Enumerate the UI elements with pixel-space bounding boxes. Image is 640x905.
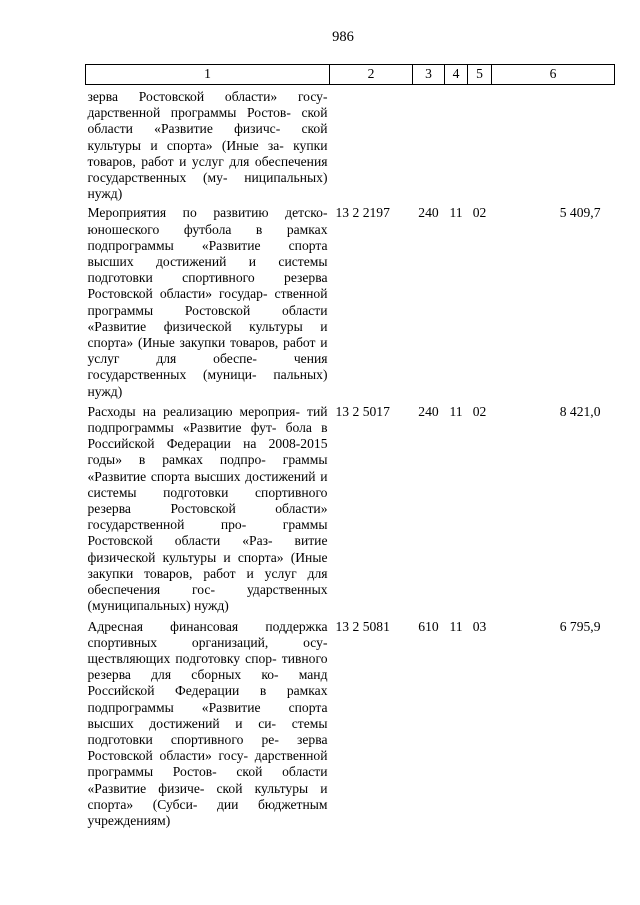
description-line: подпрограммы «Развитие спорта [87,237,328,253]
amount-value: 8 421,0 [559,403,601,419]
column-header: 3 [413,65,445,85]
description-line: высших достижений и системы [87,254,328,270]
row-description [86,202,330,400]
column-header: 5 [468,65,492,85]
target-article-code: 13 2 2197 [335,205,390,221]
description-line: подготовки спортивного резерва [87,270,328,286]
description-line: зерва Ростовской области» госу- [87,89,328,104]
amount-value: 6 795,9 [559,618,601,634]
description-line: дии бюджетным учреждениям) [87,796,328,828]
section-code [445,85,468,203]
description-line: витие физической культуры и [87,533,328,565]
target-article-code [330,85,413,203]
row-description [86,616,330,831]
description-line: чения государственных (муници- [87,351,328,383]
description-line: стемы подготовки спортивного ре- [87,715,328,747]
description-line: ществляющих подготовку спор- [87,650,277,666]
budget-table [85,64,615,830]
expense-type-code: 240 [418,205,439,221]
description-line: достижений и системы подготовки [87,468,328,500]
table-body [86,85,615,831]
row-description [86,85,330,203]
description-line: рамках подпрограммы «Развитие [87,683,328,715]
description-line: ской культуры и спорта» (Иные за- [87,121,328,153]
description-line: тий подпрограммы «Развитие фут- [87,403,328,436]
description-line: спортивного резерва Ростовской [87,484,328,517]
description-line: дарственной программы Ростов- [87,105,291,121]
table-header-row [86,65,615,85]
subsection-code: 03 [472,618,487,634]
target-article-code: 13 2 5081 [335,618,390,634]
description-line: Мероприятия по развитию детско- [87,205,328,221]
amount-value: 5 409,7 [559,205,601,221]
description-line: ударственных (муниципальных) [87,582,328,614]
description-line: граммы Ростовской области «Раз- [87,517,328,549]
description-line: ниципальных) нужд) [87,170,328,202]
table-row [86,401,615,616]
description-line: зерва Ростовской области» госу- [87,731,328,764]
description-line: ской культуры и спорта» (Субси- [87,780,328,812]
description-line: области» государственной про- [87,501,328,533]
description-line: 2008-2015 годы» в рамках подпро- [87,436,328,468]
section-code: 11 [449,618,463,634]
column-header: 2 [330,65,413,85]
description-line: ственной программы Ростовской [87,286,328,318]
description-line: тивного резерва для сборных ко- [87,650,328,683]
section-code: 11 [449,205,463,221]
description-line: области «Развитие физической [87,302,328,334]
table-row [86,85,615,203]
description-line: спорта» (Иные закупки товаров, [87,549,328,581]
target-article-code: 13 2 5017 [335,403,390,419]
description-line: юношеского футбола в рамках [87,221,328,237]
description-line: граммы «Развитие спорта высших [87,452,328,484]
description-line: спортивных организаций, осу- [87,634,328,650]
expense-type-code [413,85,445,203]
description-line: спорта высших достижений и си- [87,699,328,731]
description-line: бола в Российской Федерации на [87,420,328,452]
description-line: товаров, работ и услуг для обеспе- [87,335,328,367]
subsection-code [468,85,492,203]
subsection-code: 02 [472,205,487,221]
column-header: 1 [86,65,330,85]
expense-type-code: 240 [418,403,439,419]
description-line: купки товаров, работ и услуг для [87,137,328,169]
description-line: манд Российской Федерации в [87,667,328,699]
page-number: 986 [332,29,354,45]
column-header: 4 [445,65,468,85]
column-header: 6 [492,65,615,85]
description-line: Ростовской области» государ- [87,286,268,302]
expense-type-code: 610 [418,618,439,634]
description-line: Адресная финансовая поддержка [87,618,328,634]
row-description [86,401,330,616]
table-row [86,616,615,831]
table-row [86,202,615,400]
description-line: работ и услуг для обеспечения гос- [87,565,328,598]
description-line: пальных) нужд) [87,367,328,399]
description-line: культуры и спорта» (Иные закупки [87,318,328,351]
description-line: Расходы на реализацию мероприя- [87,403,300,419]
subsection-code: 02 [472,403,487,419]
amount-value [492,85,615,203]
description-line: нужд) [194,598,229,614]
description-line: ской области «Развитие физиче- [87,764,328,796]
description-line: дарственной программы Ростов- [87,748,328,780]
description-line: обеспечения государственных (му- [87,153,328,186]
description-line: ской области «Развитие физичс- [87,105,328,137]
section-code: 11 [449,403,463,419]
